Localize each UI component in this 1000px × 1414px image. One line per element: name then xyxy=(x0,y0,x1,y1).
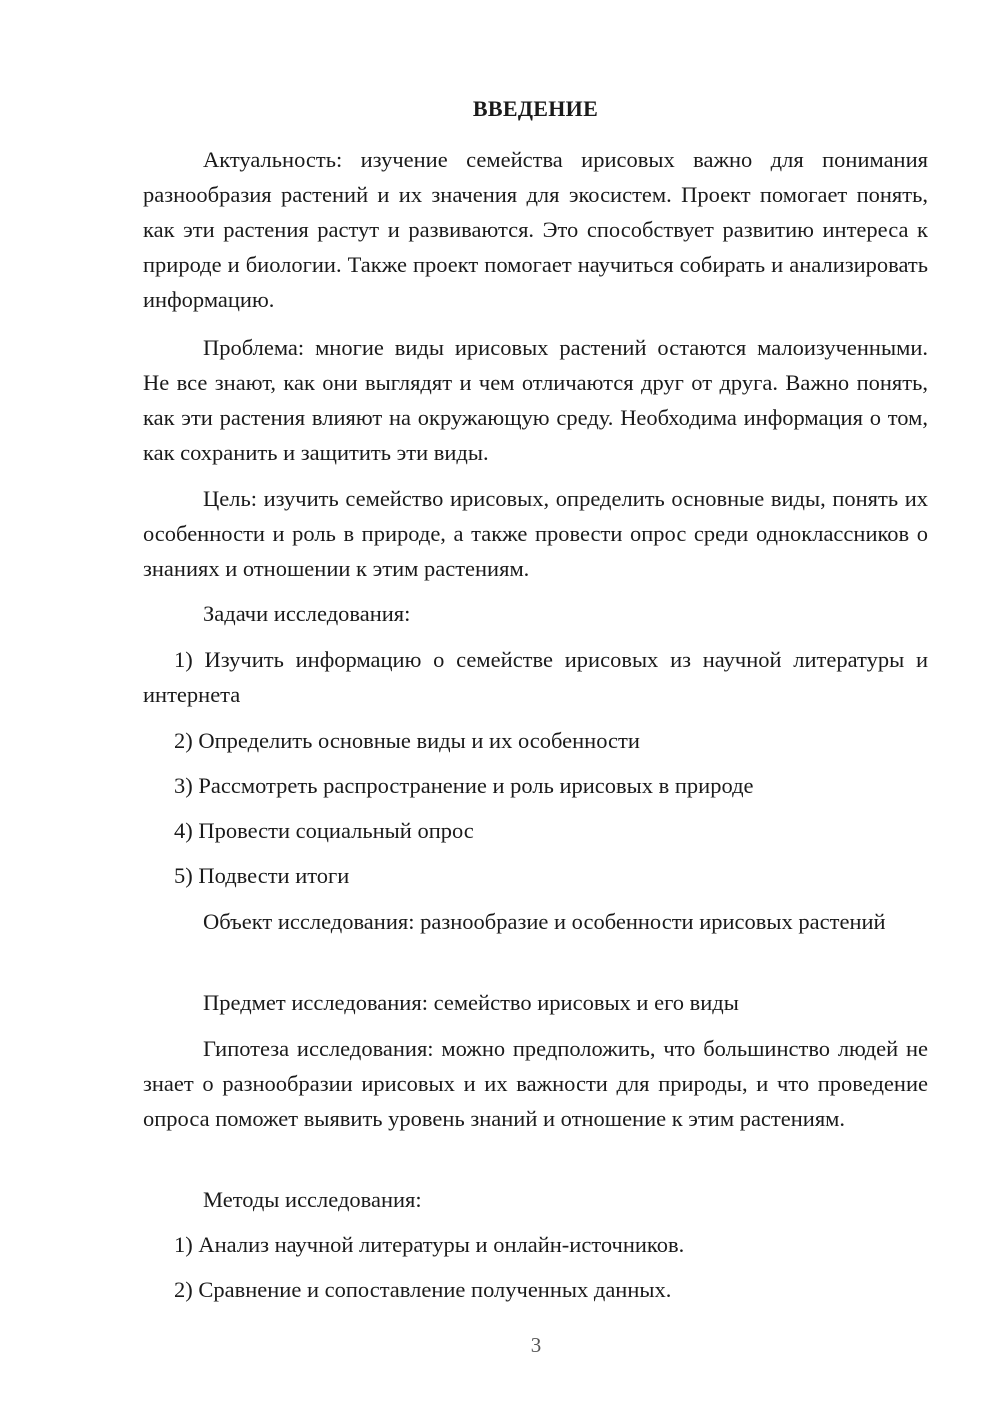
task-item: 4) Провести социальный опрос xyxy=(174,818,474,843)
problem-paragraph: Проблема: многие виды ирисовых растений остаются малоизученными. Не все знают, как они выглядят и чем отличаются друг от друга. Важно понять, как эти растения влияют на окружающую среду. Необходима информация о том, как сохранить и защитить эти виды. xyxy=(143,335,928,465)
page-title: ВВЕДЕНИЕ xyxy=(472,96,599,121)
task-item: 3) Рассмотреть распространение и роль ирисовых в природе xyxy=(174,773,754,798)
task-item: 1) Изучить информацию о семействе ирисовых из научной литературы и интернета xyxy=(143,647,928,707)
method-item: 2) Сравнение и сопоставление полученных данных. xyxy=(174,1277,672,1302)
tasks-heading: Задачи исследования: xyxy=(203,601,411,626)
relevance-paragraph: Актуальность: изучение семейства ирисовых важно для понимания разнообразия растений и их значения для экосистем. Проект помогает понять, как эти растения растут и развиваются. Это способствует развитию интереса к природе и биологии. Также проект помогает научиться собирать и анализировать информацию. xyxy=(143,147,928,312)
page-number: 3 xyxy=(530,1333,542,1357)
task-item: 5) Подвести итоги xyxy=(174,863,350,888)
task-item: 2) Определить основные виды и их особенности xyxy=(174,728,640,753)
goal-paragraph: Цель: изучить семейство ирисовых, определить основные виды, понять их особенности и роль в природе, а также провести опрос среди одноклассников о знаниях и отношении к этим растениям. xyxy=(143,486,928,581)
hypothesis-paragraph: Гипотеза исследования: можно предположить, что большинство людей не знает о разнообразии ирисовых и их важности для природы, и что проведение опроса поможет выявить уровень знаний и отношение к этим растениям. xyxy=(143,1036,928,1131)
subject-paragraph: Предмет исследования: семейство ирисовых и его виды xyxy=(203,990,739,1015)
method-item: 1) Анализ научной литературы и онлайн-источников. xyxy=(174,1232,685,1257)
methods-heading: Методы исследования: xyxy=(203,1187,422,1212)
object-paragraph: Объект исследования: разнообразие и особенности ирисовых растений xyxy=(203,909,886,934)
